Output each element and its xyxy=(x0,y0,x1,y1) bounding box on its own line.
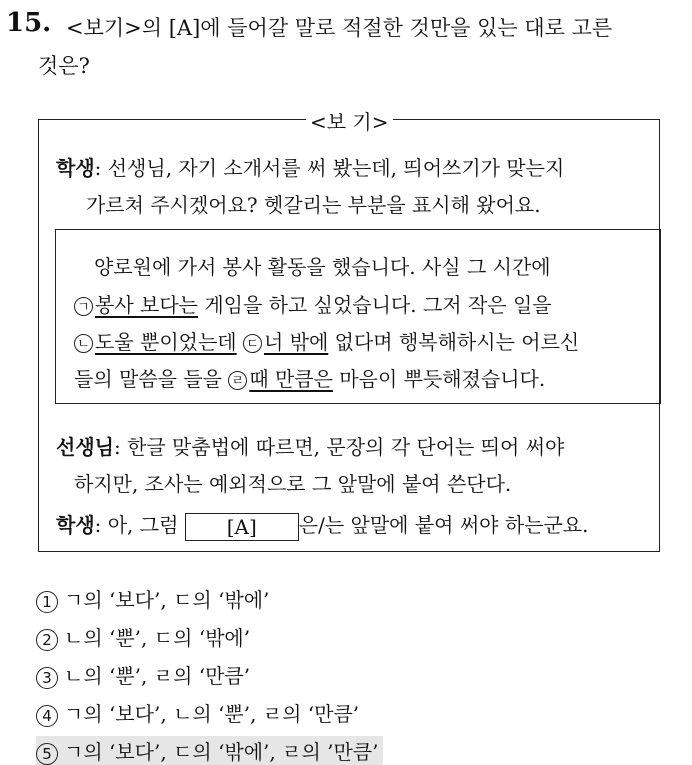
question-text-line1: <보기>의 [A]에 들어갈 말로 적절한 것만을 있는 대로 고른 xyxy=(66,16,613,40)
blank-a: [A] xyxy=(185,513,299,541)
underlined-phrase-d: 때 만큼은 xyxy=(249,367,333,391)
teacher-label: 선생님 xyxy=(56,435,114,459)
marker-nieun: ㄴ xyxy=(74,334,93,353)
choice-2-text: ㄴ의 ‘뿐’, ㄷ의 ‘밖에’ xyxy=(64,626,251,650)
student-text-2: 가르쳐 주시겠어요? 헷갈리는 부분을 표시해 왔어요. xyxy=(86,193,541,217)
marker-rieul: ㄹ xyxy=(228,371,247,390)
teacher-text-1: : 한글 맞춤법에 따르면, 문장의 각 단어는 띄어 써야 xyxy=(113,435,565,459)
choice-1-number: 1 xyxy=(36,591,58,613)
question-text-line2: 것은? xyxy=(38,54,90,78)
choice-3-text: ㄴ의 ‘뿐’, ㄹ의 ‘만큼’ xyxy=(64,664,251,688)
teacher-dialogue xyxy=(56,431,564,460)
passage-line-3-rest: 없다며 행복해하시는 어르신 xyxy=(328,330,580,354)
choice-2-number: 2 xyxy=(36,629,58,651)
student-text-1: : 선생님, 자기 소개서를 써 봤는데, 띄어쓰기가 맞는지 xyxy=(94,156,565,180)
student-dialogue-1 xyxy=(56,152,564,181)
choice-4-number: 4 xyxy=(36,705,58,727)
choice-4[interactable] xyxy=(36,698,359,727)
choice-5-text: ㄱ의 ‘보다’, ㄷ의 ‘밖에’, ㄹ의 ’만큼’ xyxy=(64,740,379,764)
choice-4-text: ㄱ의 ‘보다’, ㄴ의 ‘뿐’, ㄹ의 ‘만큼’ xyxy=(64,702,360,726)
passage-line-1: 양로원에 가서 봉사 활동을 했습니다. 사실 그 시간에 xyxy=(94,255,551,279)
student2-pre: : 아, 그럼 xyxy=(94,513,185,537)
underlined-phrase-b: 도울 뿐이었는데 xyxy=(95,330,237,354)
choice-5[interactable] xyxy=(36,736,383,765)
passage-line-4-pre: 들의 말씀을 들을 xyxy=(74,367,229,391)
passage-line-4-rest: 마음이 뿌듯해졌습니다. xyxy=(332,367,546,391)
student2-post: 은/는 앞말에 붙여 써야 하는군요. xyxy=(298,513,589,537)
teacher-text-2: 하지만, 조사는 예외적으로 그 앞말에 붙여 쓴단다. xyxy=(74,472,512,496)
underlined-phrase-a: 봉사 보다는 xyxy=(95,293,198,317)
passage-line-3 xyxy=(74,326,579,355)
choice-2[interactable] xyxy=(36,622,250,651)
passage-line-2 xyxy=(74,289,552,318)
question-number: 15. xyxy=(6,8,52,38)
bogi-title: <보 기> xyxy=(306,106,393,135)
choice-1-text: ㄱ의 ‘보다’, ㄷ의 ‘밖에’ xyxy=(64,588,270,612)
marker-giyeok: ㄱ xyxy=(74,297,93,316)
student-label-2: 학생 xyxy=(56,513,95,537)
marker-digeut: ㄷ xyxy=(243,334,262,353)
student-label: 학생 xyxy=(56,156,95,180)
passage-line-2-rest: 게임을 하고 싶었습니다. 그저 작은 일을 xyxy=(197,293,552,317)
choice-3-number: 3 xyxy=(36,667,58,689)
student-dialogue-2 xyxy=(56,509,588,541)
choice-5-number: 5 xyxy=(36,743,58,765)
passage-line-4 xyxy=(74,363,545,392)
underlined-phrase-c: 너 밖에 xyxy=(263,330,329,354)
choice-3[interactable] xyxy=(36,660,250,689)
choice-1[interactable] xyxy=(36,584,269,613)
